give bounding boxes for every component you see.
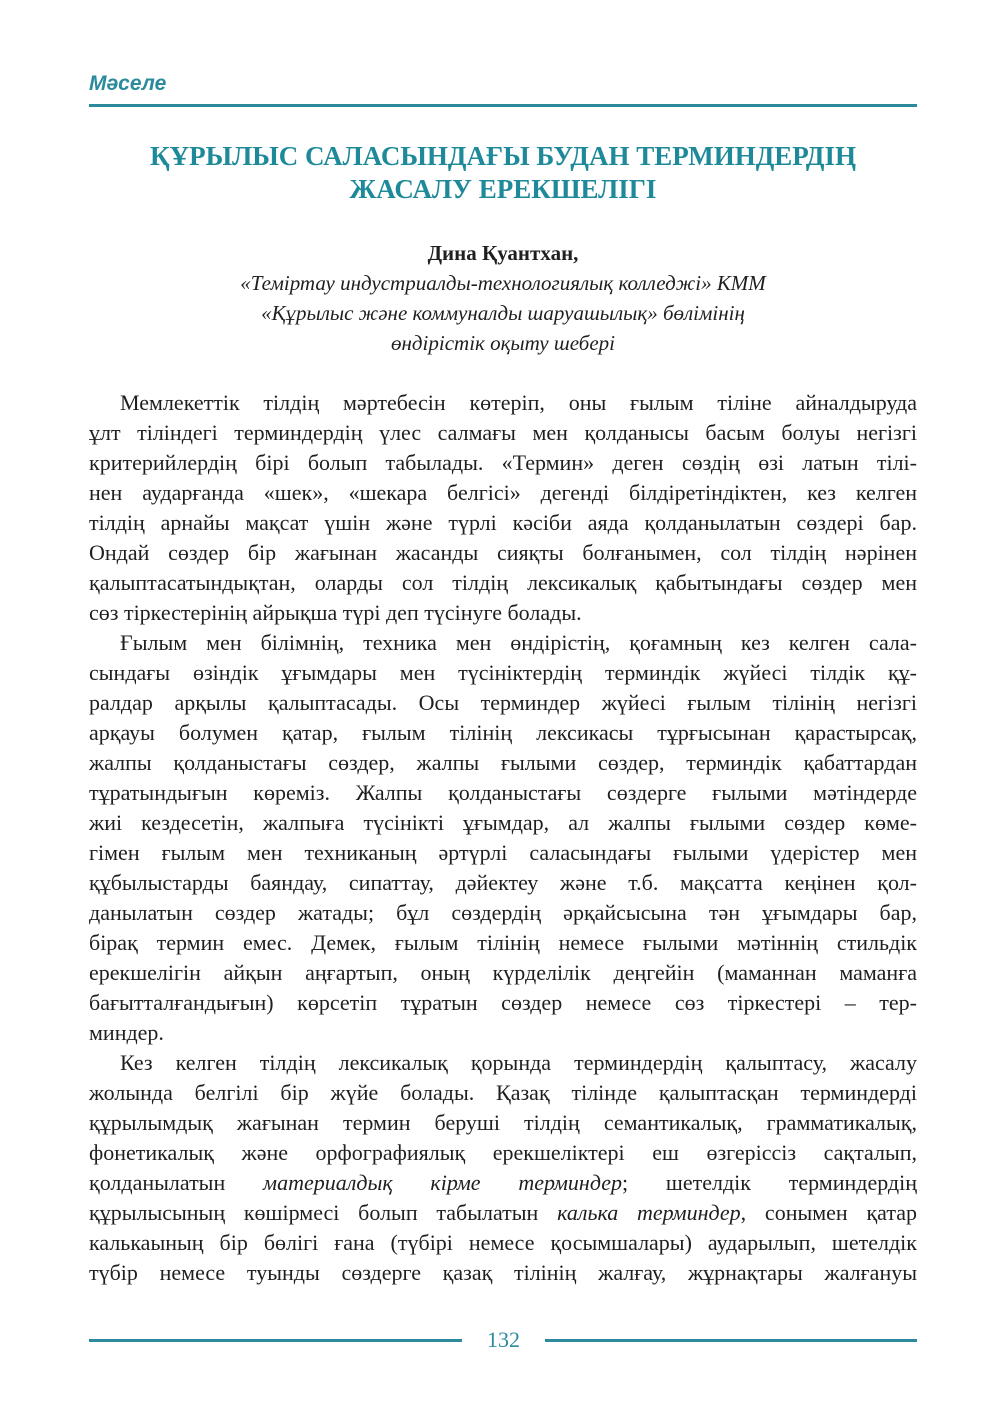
author-block [89, 238, 917, 358]
article-title [89, 140, 917, 206]
page-number: 132 [487, 1327, 520, 1352]
text-line: сындағы өзіндік ұғымдары мен түсініктердің терминдік жүйесі тілдік құ- [89, 660, 917, 685]
header-divider [89, 104, 917, 107]
text-line: гімен ғылым мен техниканың әртүрлі саласындағы ғылыми үдерістер мен [89, 840, 917, 865]
text-line: ұлт тіліндегі терминдердің үлес салмағы мен қолданысы басым болуы негізгі [89, 420, 917, 445]
text-line: жиі кездесетін, жалпыға түсінікті ұғымдар, ал жалпы ғылыми сөздер көме- [89, 810, 917, 835]
text-line: нен аударғанда «шек», «шекара белгісі» дегенді білдіретіндіктен, кез келген [89, 480, 917, 505]
footer-divider-right [545, 1339, 917, 1342]
text-line: Кез келген тілдің лексикалық қорында терминдердің қалыптасу, жасалу [120, 1050, 917, 1075]
text-line: құбылыстарды баяндау, сипаттау, дәйектеу және т.б. мақсатта кеңінен қол- [89, 870, 917, 895]
text-line: арқауы болумен қатар, ғылым тілінің лексикасы тұрғысынан қарастырсақ, [89, 720, 917, 745]
text-segment: құрылысының көшірмесі болып табылатын [89, 1200, 558, 1225]
text-line: құрылымдық жағынан термин беруші тілдің семантикалық, грамматикалық, [89, 1110, 917, 1135]
text-line: данылатын сөздер жатады; бұл сөздердің әрқайсысына тән ұғымдары бар, [89, 900, 917, 925]
text-segment: , сонымен қатар [740, 1200, 918, 1225]
text-line: Мемлекеттік тілдің мәртебесін көтеріп, оны ғылым тіліне айналдыруда [120, 390, 917, 415]
text-line: бағытталғандығын) көрсетіп тұратын сөздер немесе сөз тіркестері – тер- [89, 990, 917, 1015]
article-body [89, 388, 917, 1288]
text-line: тілдің арнайы мақсат үшін және түрлі кәсіби аяда қолданылатын сөздері бар. [89, 510, 917, 535]
text-line: ралдар арқылы қалыптасады. Осы терминдер жүйесі ғылым тілінің негізгі [89, 690, 917, 715]
paragraph-3 [89, 1048, 917, 1288]
title-line-2: ЖАСАЛУ ЕРЕКШЕЛІГІ [349, 174, 657, 204]
text-line: Ондай сөздер бір жағынан жасанды сияқты болғанымен, сол тілдің нәрінен [89, 540, 917, 565]
paragraph-1 [89, 388, 917, 628]
text-line: ерекшелігін айқын аңғартып, оның күрделілік деңгейін (маманнан маманға [89, 960, 917, 985]
section-label: Мәселе [89, 72, 167, 95]
text-line: жалпы қолданыстағы сөздер, жалпы ғылыми сөздер, терминдік қабаттардан [89, 750, 917, 775]
footer-divider-left [89, 1339, 462, 1342]
title-line-1: ҚҰРЫЛЫС САЛАСЫНДАҒЫ БУДАН ТЕРМИНДЕРДІҢ [150, 141, 856, 171]
text-line: бірақ термин емес. Демек, ғылым тілінің немесе ғылыми мәтіннің стильдік [89, 930, 917, 955]
text-line: тұратындығын көреміз. Жалпы қолданыстағы сөздерге ғылыми мәтіндерде [89, 780, 917, 805]
paragraph-2 [89, 628, 917, 1048]
text-line: критерийлердің бірі болып табылады. «Термин» деген сөздің өзі латын тілі- [89, 450, 917, 475]
author-affiliation-3: өндірістік оқыту шебері [391, 331, 615, 355]
italic-term: материалдық кірме терминдер [263, 1170, 622, 1195]
text-segment: қолданылатын [89, 1170, 264, 1195]
text-line: жолында белгілі бір жүйе болады. Қазақ тілінде қалыптасқан терминдерді [89, 1080, 917, 1105]
text-line: калькаының бір бөлігі ғана (түбірі немесе қосымшалары) аударылып, шетелдік [89, 1230, 917, 1255]
text-line: сөз тіркестерінің айрықша түрі деп түсінуге болады. [89, 600, 582, 625]
text-line-with-italic [89, 1168, 917, 1198]
text-line: фонетикалық және орфографиялық ерекшеліктері еш өзгеріссіз сақталып, [89, 1140, 917, 1165]
text-line: Ғылым мен білімнің, техника мен өндірістің, қоғамның кез келген сала- [120, 630, 917, 655]
author-affiliation-2: «Құрылыс және коммуналды шаруашылық» бөлімінің [261, 301, 745, 325]
text-line: қалыптасатындықтан, оларды сол тілдің лексикалық қабытындағы сөздер мен [89, 570, 917, 595]
text-line: миндер. [89, 1020, 164, 1045]
author-name: Дина Қуантхан, [427, 241, 579, 265]
text-line: түбір немесе туынды сөздерге қазақ тілінің жалғау, жұрнақтары жалғануы [89, 1260, 917, 1285]
italic-term: калька терминдер [557, 1200, 741, 1225]
text-segment: ; шетелдік терминдердің [622, 1170, 918, 1195]
text-line-with-italic [89, 1198, 917, 1228]
author-affiliation-1: «Теміртау индустриалды-технологиялық колледжі» КММ [240, 271, 766, 295]
